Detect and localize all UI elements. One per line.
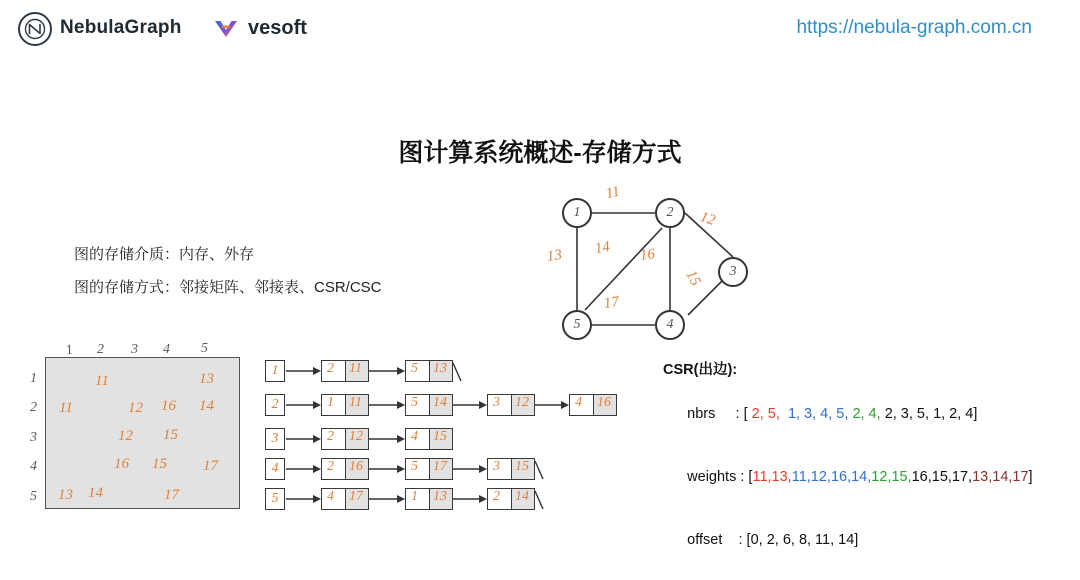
list-node-1-1-w: 11 — [349, 361, 362, 376]
list-node-2-3-id: 3 — [493, 395, 500, 410]
csr-nbrs-seg-black1: 2, 3, 5, — [884, 406, 930, 422]
matrix-cell-5-4: 17 — [164, 487, 179, 503]
graph-node-4: 4 — [655, 310, 685, 340]
list-node-4-1-id: 2 — [327, 459, 334, 474]
matrix-cell-2-5: 14 — [199, 398, 214, 414]
edge-label-12: 12 — [698, 209, 718, 229]
nebula-logo-icon — [18, 12, 52, 46]
list-row-index-2: 2 — [265, 394, 285, 416]
matrix-col-header-3: 3 — [131, 342, 138, 357]
list-node-3-1-id: 2 — [327, 429, 334, 444]
matrix-cell-5-2: 14 — [88, 485, 103, 501]
list-node-4-3-w: 15 — [515, 459, 529, 474]
csr-block — [663, 360, 1033, 572]
list-node-5-1-w: 17 — [349, 489, 363, 504]
csr-nbrs-label: nbrs — [687, 406, 716, 422]
matrix-col-header-1: 1 — [64, 342, 75, 359]
list-node-5-3-w: 14 — [515, 489, 529, 504]
list-node-4-2-w: 17 — [433, 459, 447, 474]
list-node-1-2-w: 13 — [433, 361, 447, 376]
matrix-row-header-3: 3 — [30, 430, 37, 445]
csr-nbrs-row: nbrs : [ 2, 5, 1, 3, 4, 5, 2, 4, 2, 3, 5, 1, 2, 4] — [663, 383, 1033, 446]
list-node-3-2-w: 15 — [433, 429, 447, 444]
adjacency-list-diagram — [265, 355, 611, 515]
csr-weights-label: weights — [687, 469, 737, 485]
edge-label-16: 16 — [639, 246, 656, 264]
list-row-index-5: 5 — [265, 488, 285, 510]
list-node-3-1-w: 12 — [349, 429, 363, 444]
site-url-link[interactable]: https://nebula-graph.com.cn — [796, 17, 1032, 38]
csr-offset-label: offset — [687, 532, 723, 548]
csr-nbrs-seg-green: 2, 4, — [852, 406, 881, 422]
graph-node-1: 1 — [562, 198, 592, 228]
list-node-5-2-id: 1 — [411, 489, 418, 504]
list-node-2-1-w: 11 — [349, 395, 362, 410]
csr-nbrs-seg-red: 2, 5, — [751, 406, 780, 422]
list-node-5-1-id: 4 — [327, 489, 334, 504]
csr-weights-seg-blue: 11,12,16,14, — [791, 469, 872, 485]
matrix-row-header-2: 2 — [30, 400, 37, 415]
partner-name: vesoft — [248, 17, 307, 39]
matrix-cell-3-4: 15 — [163, 427, 178, 443]
graph-node-2: 2 — [655, 198, 685, 228]
list-node-2-3-w: 12 — [515, 395, 529, 410]
matrix-row-header-4: 4 — [30, 459, 37, 474]
list-node-3-2-id: 4 — [411, 429, 418, 444]
edge-label-14: 14 — [593, 238, 612, 258]
list-node-4-2-id: 5 — [411, 459, 418, 474]
matrix-cell-4-3: 15 — [152, 456, 167, 472]
graph-node-3: 3 — [718, 257, 748, 287]
edge-label-17: 17 — [602, 294, 620, 312]
csr-nbrs-seg-blue: 1, 3, 4, 5, — [787, 406, 849, 422]
matrix-col-header-5: 5 — [201, 341, 208, 356]
list-node-2-1-id: 1 — [327, 395, 334, 410]
list-node-2-4-w: 16 — [597, 395, 611, 410]
matrix-col-header-4: 4 — [163, 342, 170, 357]
list-node-2-2-w: 14 — [433, 395, 447, 410]
matrix-cell-4-2: 16 — [114, 456, 129, 472]
matrix-cell-2-1: 11 — [59, 400, 73, 416]
matrix-col-header-2: 2 — [97, 342, 104, 357]
list-node-2-2-id: 5 — [411, 395, 418, 410]
matrix-cell-1-2: 11 — [95, 373, 109, 389]
list-node-2-4-id: 4 — [575, 395, 582, 410]
list-node-4-1-w: 16 — [349, 459, 363, 474]
matrix-cell-3-2: 12 — [118, 428, 133, 444]
matrix-cell-1-5: 13 — [199, 371, 214, 387]
csr-weights-seg-green: 12,15, — [871, 469, 912, 485]
csr-weights-row: weights : [11,13,11,12,16,14,12,15,16,15,17,13,14,17] — [663, 446, 1033, 509]
edge-label-13: 13 — [545, 247, 563, 265]
matrix-cell-2-4: 16 — [161, 398, 176, 414]
matrix-cell-5-1: 13 — [58, 487, 73, 503]
csr-title: CSR(出边): — [663, 362, 738, 378]
graph-diagram — [540, 185, 780, 350]
vesoft-logo-icon — [212, 15, 240, 43]
list-node-1-1-id: 2 — [327, 361, 334, 376]
csr-nbrs-seg-black2: 1, 2, 4 — [933, 406, 974, 422]
matrix-row-header-5: 5 — [30, 489, 37, 504]
list-row-index-3: 3 — [265, 428, 285, 450]
bullet-storage-medium: 图的存储介质：内存、外存 — [74, 246, 255, 263]
page-title: 图计算系统概述-存储方式 — [398, 139, 682, 167]
edge-label-15: 15 — [682, 267, 704, 289]
slide-header — [0, 0, 1080, 62]
list-row-index-1: 1 — [265, 360, 285, 382]
csr-weights-seg-dark: 13,14,17 — [972, 469, 1029, 485]
graph-node-5: 5 — [562, 310, 592, 340]
list-node-5-3-id: 2 — [493, 489, 500, 504]
csr-offset-row: offset : [0, 2, 6, 8, 11, 14] — [663, 509, 1033, 572]
list-node-1-2-id: 5 — [411, 361, 418, 376]
list-row-index-4: 4 — [265, 458, 285, 480]
csr-weights-seg-red: 11,13, — [752, 469, 792, 485]
brand-name: NebulaGraph — [60, 17, 182, 38]
matrix-cell-2-3: 12 — [128, 400, 143, 416]
list-node-4-3-id: 3 — [493, 459, 500, 474]
matrix-row-header-1: 1 — [30, 371, 37, 386]
csr-offset-values: [0, 2, 6, 8, 11, 14] — [746, 532, 859, 548]
csr-weights-seg-black: 16,15,17, — [911, 469, 973, 485]
matrix-cell-4-5: 17 — [203, 458, 218, 474]
list-node-5-2-w: 13 — [433, 489, 447, 504]
edge-label-11: 11 — [604, 183, 622, 203]
bullet-storage-format: 图的存储方式：邻接矩阵、邻接表、CSR/CSC — [74, 279, 382, 296]
